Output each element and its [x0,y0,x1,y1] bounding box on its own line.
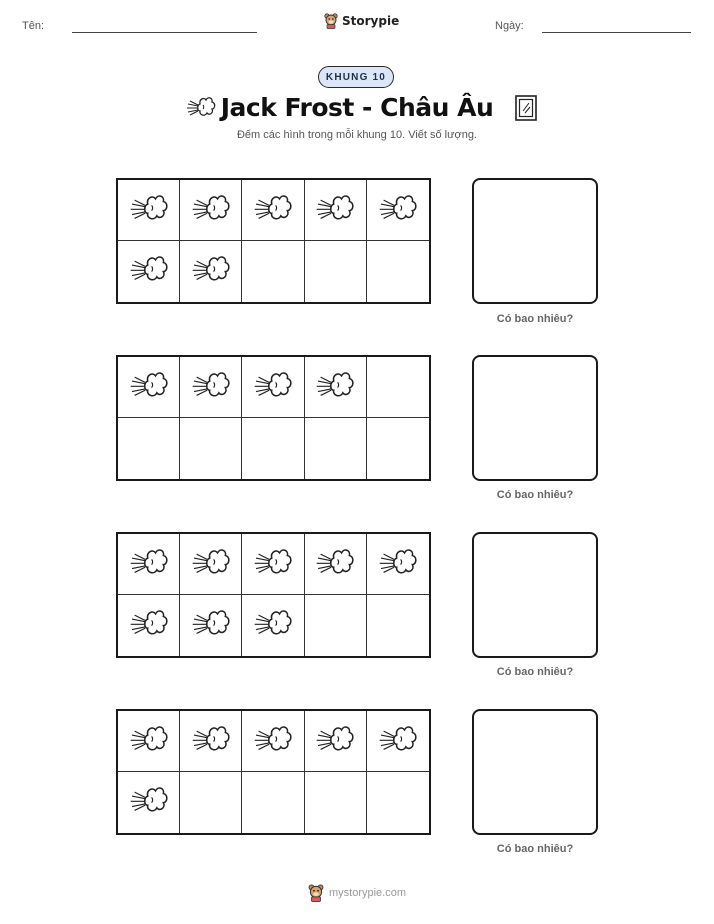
frost-breath-icon [378,191,418,230]
frost-breath-icon [129,545,169,584]
frost-breath-icon [129,722,169,761]
frame-cell [367,357,429,418]
frost-breath-icon [315,722,355,761]
frame-cell [305,180,367,241]
frame-cell [242,772,304,833]
question-label: Có bao nhiêu? [496,313,574,325]
worksheet-instructions: Đếm các hình trong mỗi khung 10. Viết số lượng. [236,129,477,141]
frame-cell [367,772,429,833]
frame-cell [118,180,180,241]
worksheet-title: Jack Frost - Châu Âu [220,93,494,122]
frame-cell [367,595,429,656]
frost-breath-icon [129,368,169,407]
frost-breath-icon [129,606,169,645]
frost-breath-icon [253,722,293,761]
ten-frame [116,178,431,304]
name-field[interactable] [72,32,257,33]
frame-cell [242,180,304,241]
date-field[interactable] [542,32,691,33]
answer-box[interactable] [472,178,598,304]
ten-frame [116,355,431,481]
brand-name: Storypie [342,14,400,28]
frame-cell [242,357,304,418]
frost-breath-icon [129,783,169,822]
frame-cell [305,595,367,656]
frost-breath-icon [191,252,231,291]
name-label: Tên: [22,20,45,32]
frame-cell [305,711,367,772]
frost-breath-icon [315,545,355,584]
frame-cell [305,534,367,595]
frost-breath-icon [378,722,418,761]
frame-cell [180,418,242,479]
frame-cell [180,595,242,656]
frame-cell [242,418,304,479]
frame-cell [242,711,304,772]
frame-cell [242,595,304,656]
frosted-window-icon [514,94,538,127]
question-label: Có bao nhiêu? [496,843,574,855]
frost-breath-icon [191,722,231,761]
frame-cell [180,180,242,241]
frame-cell [118,241,180,302]
frame-cell [305,357,367,418]
frost-breath-icon [378,545,418,584]
frost-breath-icon [191,606,231,645]
frame-cell [305,241,367,302]
frame-cell [118,772,180,833]
bear-mascot-icon [308,884,324,902]
footer [308,884,406,902]
frame-cell [118,711,180,772]
date-label: Ngày: [495,20,524,32]
frame-cell [118,534,180,595]
bear-mascot-icon [324,13,338,29]
frame-cell [180,711,242,772]
frame-cell [180,772,242,833]
frame-cell [305,418,367,479]
frost-breath-icon [191,545,231,584]
footer-url: mystorypie.com [329,887,407,899]
frame-cell [305,772,367,833]
frame-cell [118,595,180,656]
frost-breath-icon [253,606,293,645]
frost-breath-icon [315,368,355,407]
frame-cell [367,711,429,772]
frame-cell [367,534,429,595]
frame-cell [118,418,180,479]
worksheet-badge: KHUNG 10 [318,66,394,88]
brand-logo [324,13,399,29]
frame-cell [367,418,429,479]
ten-frame [116,709,431,835]
frost-breath-icon [191,368,231,407]
answer-box[interactable] [472,355,598,481]
frost-breath-icon [129,252,169,291]
question-label: Có bao nhiêu? [496,666,574,678]
frost-breath-icon [253,545,293,584]
frost-breath-icon [315,191,355,230]
frost-breath-icon [253,368,293,407]
frame-cell [180,534,242,595]
frame-cell [118,357,180,418]
frame-cell [180,241,242,302]
frame-cell [242,534,304,595]
frame-cell [242,241,304,302]
frame-cell [367,180,429,241]
answer-box[interactable] [472,709,598,835]
frame-cell [367,241,429,302]
frame-cell [180,357,242,418]
ten-frame [116,532,431,658]
answer-box[interactable] [472,532,598,658]
frost-breath-icon [191,191,231,230]
question-label: Có bao nhiêu? [496,489,574,501]
frost-breath-icon [253,191,293,230]
frost-breath-icon [129,191,169,230]
